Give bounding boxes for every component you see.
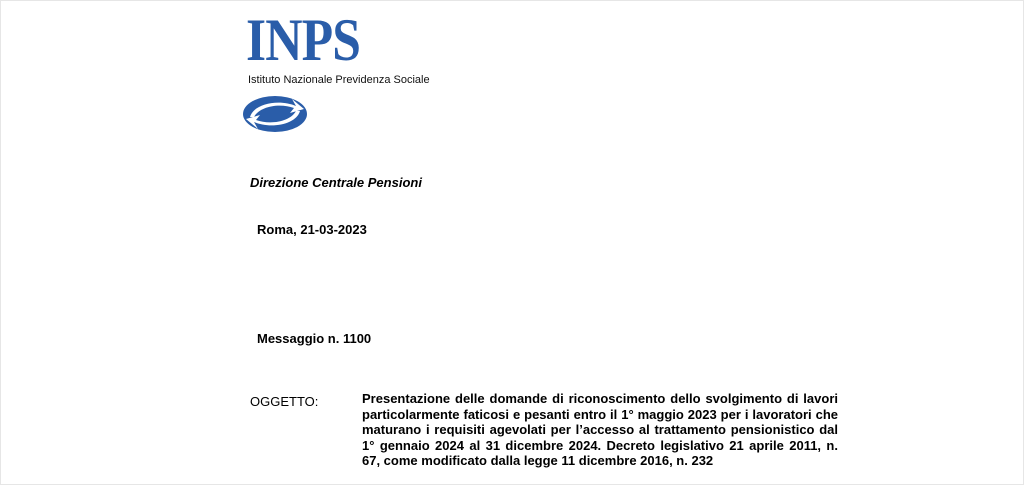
subject-text: Presentazione delle domande di riconoscimento dello svolgimento di lavori particolarmente faticosi e pesanti entro il 1° maggio 2023 per i lavoratori che maturano i requisiti agevolati per l’accesso al trattamento pensionistico dal 1° gennaio 2024 al 31 dicembre 2024. Decreto legislativo 21 aprile 2011, n. 67, come modificato dalla legge 11 dicembre 2016, n. 232 bbox=[362, 391, 838, 468]
message-number: Messaggio n. 1100 bbox=[257, 331, 372, 346]
inps-logo: INPS bbox=[246, 7, 361, 73]
subject-label: OGGETTO: bbox=[250, 394, 319, 409]
inps-swirl-icon bbox=[240, 93, 310, 135]
place-date: Roma, 21-03-2023 bbox=[257, 222, 367, 237]
department-name: Direzione Centrale Pensioni bbox=[250, 175, 422, 190]
logo-subtitle: Istituto Nazionale Previdenza Sociale bbox=[248, 74, 430, 86]
